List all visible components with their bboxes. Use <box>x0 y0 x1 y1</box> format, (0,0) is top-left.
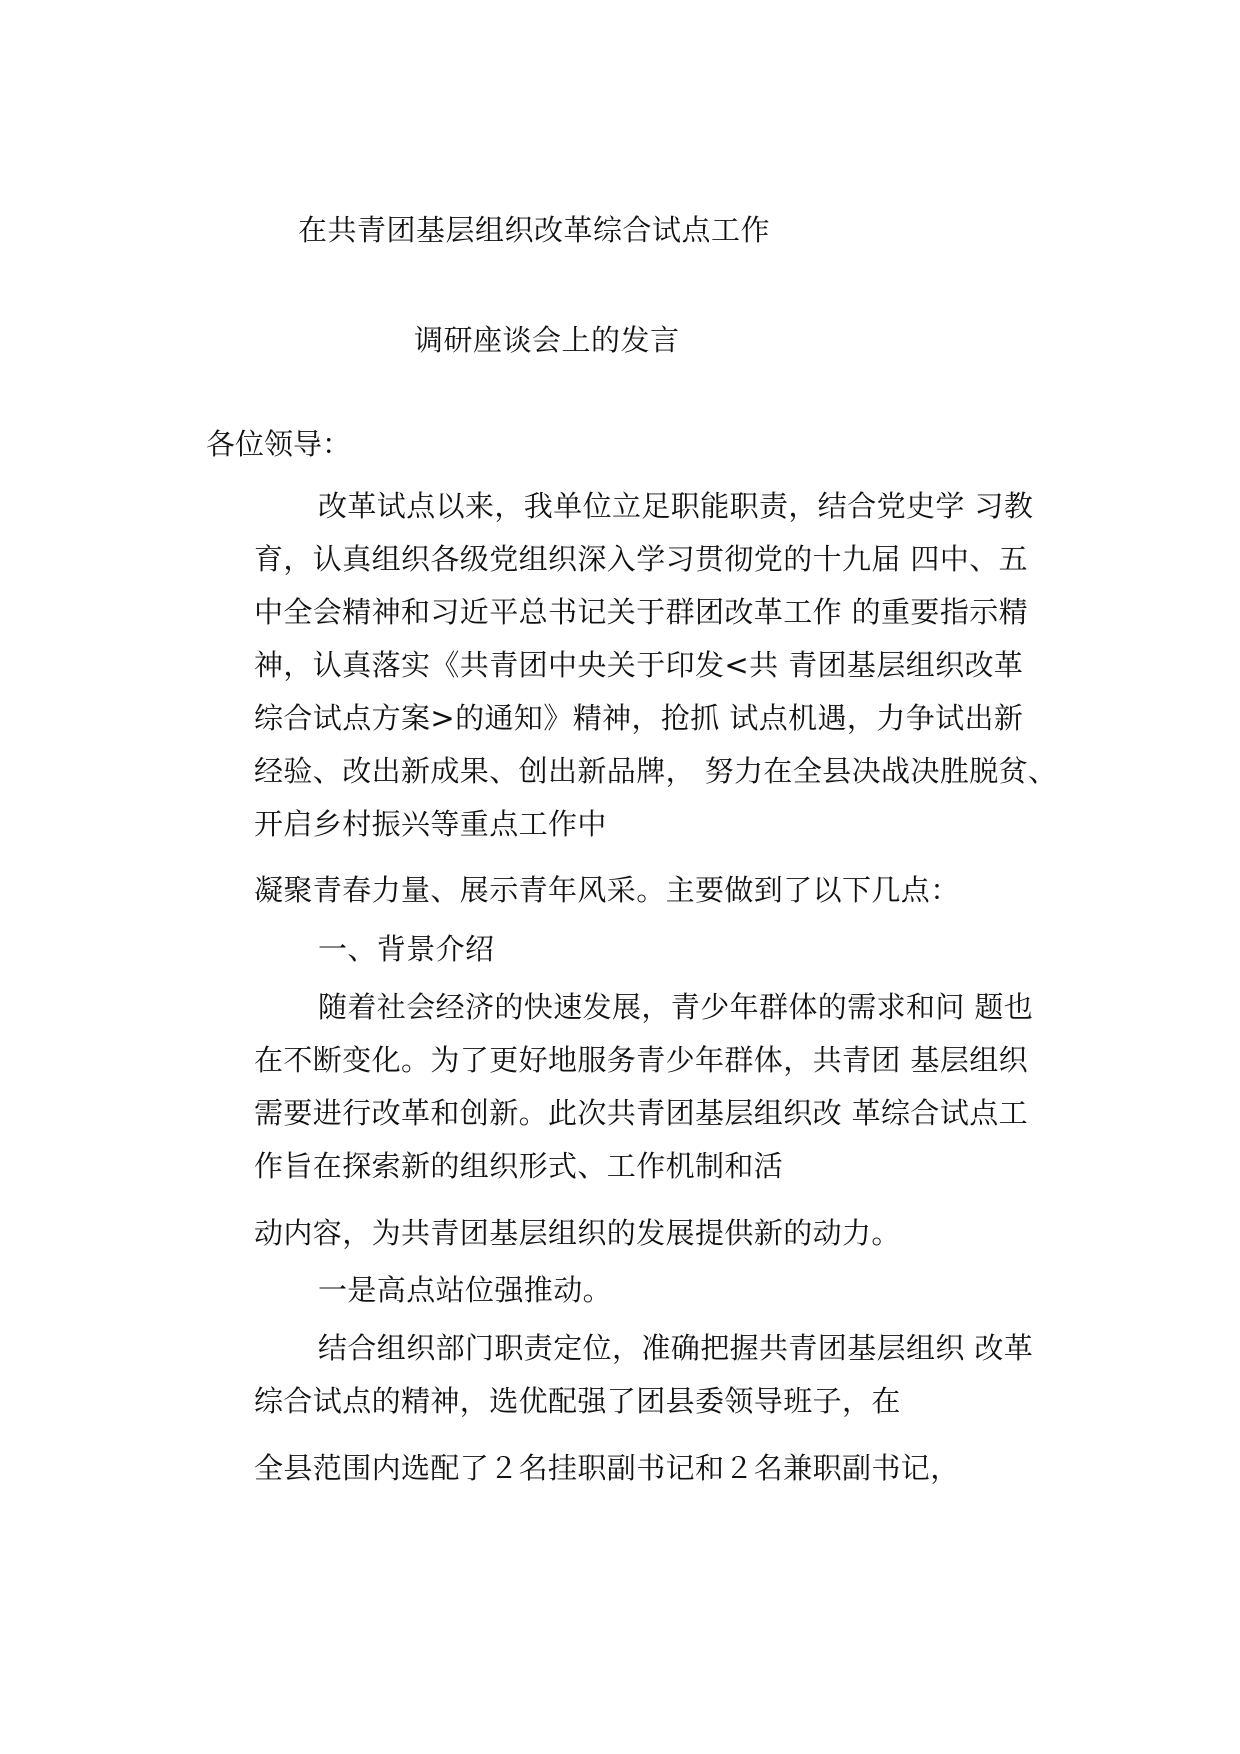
body-line-7: 开启乡村振兴等重点工作中 <box>254 807 607 841</box>
title-line-1: 在共青团基层组织改革综合试点工作 <box>298 213 771 247</box>
body-line-3: 中全会精神和习近平总书记关于群团改革工作 的重要指示精 <box>254 595 1029 629</box>
title-line-2: 调研座谈会上的发言 <box>414 323 680 357</box>
body-line-13: 动内容，为共青团基层组织的发展提供新的动力。 <box>254 1216 901 1250</box>
body-line-4: 神，认真落实《共青团中央关于印发<共 青团基层组织改革 <box>254 648 1024 682</box>
salutation: 各位领导： <box>206 427 352 461</box>
body-line-2: 育，认真组织各级党组织深入学习贯彻党的十九届 四中、五 <box>254 542 1029 576</box>
body-line-5: 综合试点方案>的通知》精神，抢抓 试点机遇，力争试出新 <box>254 701 1024 735</box>
body-line-14: 结合组织部门职责定位，准确把握共青团基层组织 改革 <box>318 1331 1034 1365</box>
body-line-1: 改革试点以来，我单位立足职能职责，结合党史学 习教 <box>318 489 1034 523</box>
body-line-16: 全县范围内选配了２名挂职副书记和２名兼职副书记， <box>254 1451 960 1485</box>
body-line-6: 经验、改出新成果、创出新品牌， 努力在全县决战决胜脱贫、 <box>254 754 1058 788</box>
body-line-9: 随着社会经济的快速发展，青少年群体的需求和问 题也 <box>318 990 1034 1024</box>
body-line-11: 需要进行改革和创新。此次共青团基层组织改 革综合试点工 <box>254 1096 1029 1130</box>
subheading: 一是高点站位强推动。 <box>318 1273 613 1307</box>
body-line-8: 凝聚青春力量、展示青年风采。主要做到了以下几点： <box>254 873 960 907</box>
body-line-10: 在不断变化。为了更好地服务青少年群体，共青团 基层组织 <box>254 1043 1029 1077</box>
section-heading: 一、背景介绍 <box>318 932 495 966</box>
body-line-15: 综合试点的精神，选优配强了团县委领导班子，在 <box>254 1384 901 1418</box>
body-line-12: 作旨在探索新的组织形式、工作机制和活 <box>254 1149 784 1183</box>
